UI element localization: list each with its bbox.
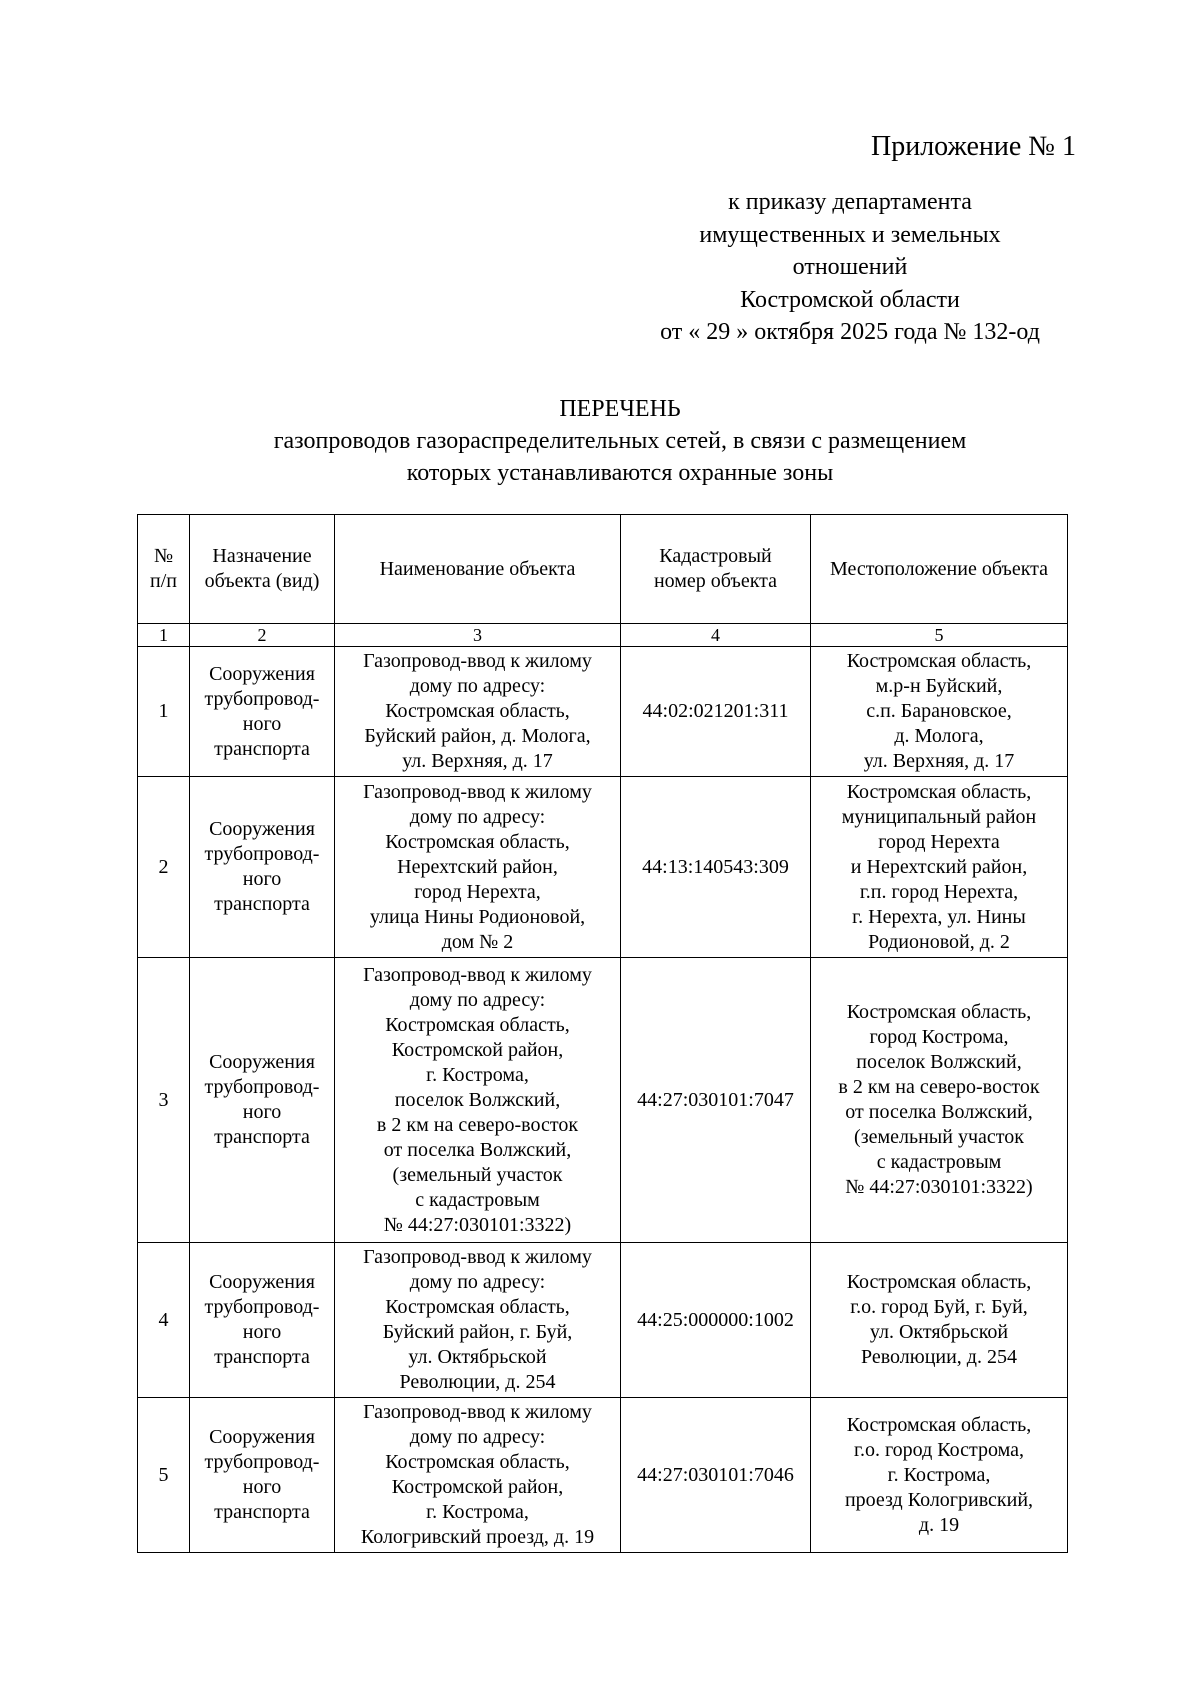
row-location-line: г. Кострома, (887, 1463, 991, 1486)
document-subtitle: которых устанавливаются охранные зоны (406, 460, 834, 486)
row-location-line: Революции, д. 254 (861, 1346, 1017, 1368)
row-name-line: в 2 км на северо-восток (376, 1113, 579, 1136)
row-location-line: Костромская область, (846, 1001, 1032, 1023)
appendix-title: Приложение № 1 (871, 131, 1076, 162)
row-cadastral: 44:25:000000:1002 (621, 1243, 811, 1398)
row-num: 5 (138, 1398, 190, 1553)
row-name-line: Газопровод-ввод к жилому (363, 1401, 592, 1423)
row-name-line: город Нерехта, (414, 880, 541, 903)
order-reference-line: к приказу департамента (728, 189, 972, 215)
header-type-line: объекта (вид) (204, 570, 320, 592)
row-name-line: дому по адресу: (409, 805, 546, 828)
row-name-line: № 44:27:030101:3322) (383, 1213, 572, 1236)
column-number: 3 (335, 624, 621, 647)
row-name-line: дому по адресу: (409, 1426, 546, 1448)
row-type-line: Сооружения (209, 1051, 315, 1073)
row-type (190, 647, 335, 777)
row-type-line: ного (242, 712, 282, 735)
row-num: 3 (138, 958, 190, 1243)
row-type-line: Сооружения (209, 1426, 315, 1448)
header-cadastral-line: Кадастровый (659, 545, 772, 567)
row-num: 2 (138, 777, 190, 958)
row-name-line: Костромская область, (385, 700, 570, 722)
row-name-line: Костромская область, (385, 1451, 570, 1473)
row-location-line: от поселка Волжский, (845, 1101, 1033, 1123)
row-name-line: Революции, д. 254 (399, 1371, 556, 1393)
row-name-line: дом № 2 (441, 930, 514, 953)
row-location-line: город Кострома, (869, 1026, 1009, 1048)
row-name-line: Костромской район, (391, 1038, 564, 1061)
order-reference-line: Костромской области (740, 286, 960, 313)
table-row (138, 958, 1068, 1243)
row-name-line: Нерехтский район, (397, 855, 558, 878)
row-location-line: Костромская область, (846, 1413, 1032, 1436)
row-name-line: Газопровод-ввод к жилому (363, 963, 592, 986)
table-row (138, 1398, 1068, 1553)
table-header-row (138, 515, 1068, 624)
row-location-line: г.о. город Буй, г. Буй, (850, 1296, 1028, 1318)
column-number: 4 (621, 624, 811, 647)
header-name: Наименование объекта (335, 515, 621, 624)
row-location (811, 777, 1068, 958)
row-type-line: Сооружения (209, 662, 315, 685)
row-location-line: в 2 км на северо-восток (838, 1076, 1040, 1098)
row-type-line: транспорта (214, 1126, 310, 1148)
row-name-line: улица Нины Родионовой, (369, 905, 586, 928)
column-numbers-row (138, 624, 1068, 647)
row-location-line: город Нерехта (878, 830, 1000, 853)
header-cadastral-line: номер объекта (653, 570, 778, 592)
row-name-line: г. Кострома, (426, 1063, 529, 1086)
row-location (811, 1398, 1068, 1553)
header-num (138, 515, 190, 624)
order-reference-line: имущественных и земельных (699, 221, 1001, 248)
row-location-line: № 44:27:030101:3322) (845, 1176, 1033, 1198)
row-location (811, 647, 1068, 777)
row-location-line: и Нерехтский район, (850, 855, 1028, 878)
pipelines-table (137, 514, 1068, 1553)
column-number: 5 (811, 624, 1068, 647)
row-type-line: ного (242, 1476, 282, 1498)
row-type-line: ного (242, 1101, 282, 1123)
row-num: 4 (138, 1243, 190, 1398)
row-name (335, 1398, 621, 1553)
row-location-line: ул. Верхняя, д. 17 (863, 750, 1015, 772)
row-location (811, 958, 1068, 1243)
row-type-line: Сооружения (209, 818, 315, 840)
row-name (335, 647, 621, 777)
row-name-line: Буйский район, г. Буй, (382, 1321, 573, 1343)
table-row (138, 777, 1068, 958)
row-num: 1 (138, 647, 190, 777)
header-cadastral (621, 515, 811, 624)
row-type-line: Сооружения (209, 1271, 315, 1293)
row-location-line: ул. Октябрьской (869, 1321, 1009, 1343)
row-name-line: дому по адресу: (409, 1271, 546, 1293)
header-num-line: № (153, 545, 174, 567)
row-type-line: ного (242, 1321, 282, 1343)
row-type-line: трубопровод- (204, 1076, 320, 1098)
row-name-line: с кадастровым (415, 1188, 540, 1211)
document-heading (130, 393, 1110, 489)
column-number: 1 (138, 624, 190, 647)
row-type (190, 1398, 335, 1553)
order-reference (560, 186, 1140, 349)
row-location-line: д. Молога, (894, 725, 984, 747)
row-name-line: Костромская область, (385, 1013, 570, 1036)
row-location-line: Костромская область, (846, 1271, 1032, 1293)
row-location-line: с.п. Барановское, (866, 700, 1012, 722)
row-name (335, 958, 621, 1243)
row-name-line: (земельный участок (392, 1163, 563, 1186)
row-type (190, 777, 335, 958)
row-location-line: с кадастровым (876, 1151, 1002, 1173)
row-name-line: Буйский район, д. Молога, (364, 725, 591, 747)
row-location-line: г.о. город Кострома, (854, 1438, 1024, 1461)
row-name-line: дому по адресу: (409, 988, 546, 1011)
document-title: ПЕРЕЧЕНЬ (559, 396, 681, 422)
row-type (190, 958, 335, 1243)
row-name-line: Газопровод-ввод к жилому (363, 780, 592, 803)
row-cadastral: 44:13:140543:309 (621, 777, 811, 958)
row-name-line: от поселка Волжский, (383, 1138, 572, 1161)
order-reference-line: от « 29 » октября 2025 года № 132-од (660, 319, 1040, 345)
header-num-line: п/п (150, 570, 177, 592)
row-type-line: транспорта (214, 737, 310, 760)
row-type-line: трубопровод- (204, 1296, 320, 1318)
row-type-line: транспорта (214, 1346, 310, 1368)
row-location-line: Костромская область, (846, 780, 1032, 803)
row-name-line: дому по адресу: (409, 675, 546, 697)
row-name (335, 777, 621, 958)
header-type-line: Назначение (212, 545, 312, 567)
row-location-line: г.п. город Нерехта, (859, 880, 1019, 903)
table-row (138, 1243, 1068, 1398)
header-location: Местоположение объекта (811, 515, 1068, 624)
row-location-line: д. 19 (918, 1513, 960, 1536)
row-name-line: Костромская область, (385, 830, 570, 853)
row-name-line: Костромская область, (385, 1296, 570, 1318)
row-location-line: (земельный участок (854, 1126, 1024, 1148)
header-type (190, 515, 335, 624)
row-name-line: Кологривский проезд, д. 19 (360, 1526, 595, 1548)
column-number: 2 (190, 624, 335, 647)
row-type-line: трубопровод- (204, 843, 320, 865)
row-name (335, 1243, 621, 1398)
row-name-line: ул. Верхняя, д. 17 (402, 750, 553, 772)
table-row (138, 647, 1068, 777)
row-location (811, 1243, 1068, 1398)
row-location-line: поселок Волжский, (856, 1051, 1022, 1073)
row-type-line: ного (242, 868, 282, 890)
row-cadastral: 44:27:030101:7047 (621, 958, 811, 1243)
row-location-line: проезд Кологривский, (844, 1488, 1034, 1511)
row-location-line: муниципальный район (841, 805, 1037, 828)
row-type-line: транспорта (214, 1501, 310, 1523)
row-location-line: г. Нерехта, ул. Нины (852, 905, 1026, 928)
row-cadastral: 44:02:021201:311 (621, 647, 811, 777)
row-name-line: поселок Волжский, (394, 1088, 561, 1111)
row-type-line: трубопровод- (204, 687, 320, 710)
row-cadastral: 44:27:030101:7046 (621, 1398, 811, 1553)
row-location-line: Родионовой, д. 2 (868, 930, 1010, 953)
row-type-line: трубопровод- (204, 1451, 320, 1473)
row-location-line: м.р-н Буйский, (875, 675, 1003, 697)
row-type (190, 1243, 335, 1398)
row-name-line: г. Кострома, (426, 1501, 529, 1523)
row-name-line: ул. Октябрьской (408, 1346, 547, 1368)
order-reference-line: отношений (792, 254, 908, 280)
row-type-line: транспорта (214, 893, 310, 915)
row-name-line: Газопровод-ввод к жилому (363, 650, 592, 672)
row-location-line: Костромская область, (846, 650, 1032, 672)
row-name-line: Костромской район, (391, 1476, 564, 1498)
row-name-line: Газопровод-ввод к жилому (363, 1246, 592, 1268)
document-subtitle: газопроводов газораспределительных сетей, в связи с размещением (273, 428, 967, 454)
